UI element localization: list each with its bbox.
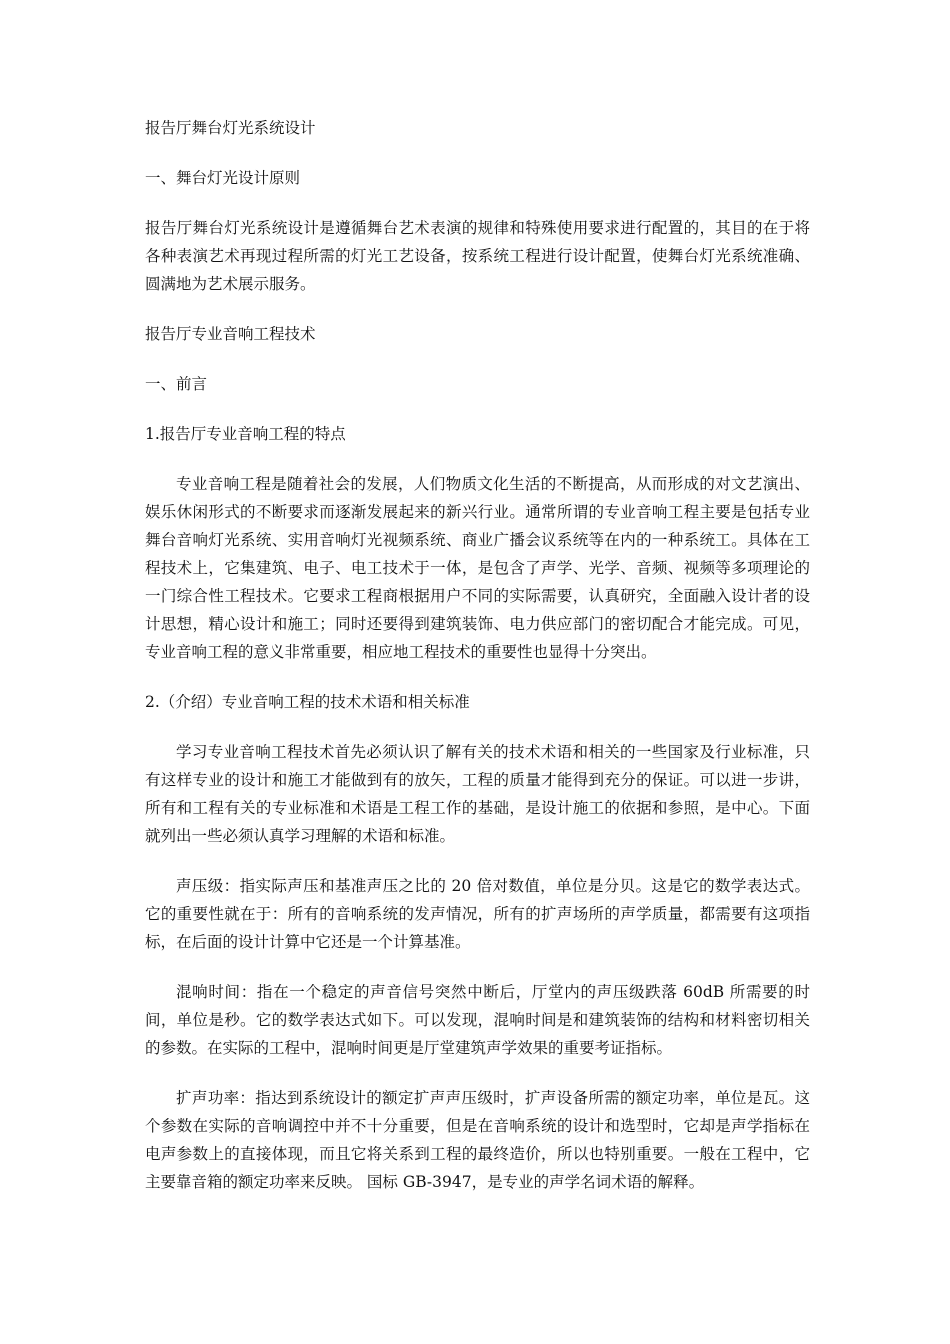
- paragraph-terms-intro: 学习专业音响工程技术首先必须认识了解有关的技术术语和相关的一些国家及行业标准，只有这样专业的设计和施工才能做到有的放矢，工程的质量才能得到充分的保证。可以进一步讲，所有和工程有关的专业标准和术语是工程工作的基础，是设计施工的依据和参照，是中心。下面就列出一些必须认真学习理解的术语和标准。: [145, 743, 810, 845]
- document-title: 报告厅舞台灯光系统设计: [145, 119, 316, 137]
- section-heading-lighting-principles: 一、舞台灯光设计原则: [145, 169, 301, 187]
- paragraph-term-amplification-power: 扩声功率：指达到系统设计的额定扩声声压级时，扩声设备所需的额定功率，单位是瓦。这个参数在实际的音响调控中并不十分重要，但是在音响系统的设计和选型时，它却是声学指标在电声参数上的直接体现，而且它将关系到工程的最终造价，所以也特别重要。一般在工程中，它主要靠音箱的额定功率来反映。 国标 GB-3947，是专业的声学名词术语的解释。: [145, 1089, 810, 1191]
- paragraph-features: 专业音响工程是随着社会的发展，人们物质文化生活的不断提高，从而形成的对文艺演出、娱乐休闲形式的不断要求而逐渐发展起来的新兴行业。通常所谓的专业音响工程主要是包括专业舞台音响灯光系统、实用音响灯光视频系统、商业广播会议系统等在内的一种系统工。具体在工程技术上，它集建筑、电子、电工技术于一体，是包含了声学、光学、音频、视频等多项理论的一门综合性工程技术。它要求工程商根据用户不同的实际需要，认真研究，全面融入设计者的设计思想，精心设计和施工；同时还要得到建筑装饰、电力供应部门的密切配合才能完成。可见，专业音响工程的意义非常重要，相应地工程技术的重要性也显得十分突出。: [145, 475, 810, 661]
- document-page: [145, 114, 810, 1218]
- subsection-heading-features: 1.报告厅专业音响工程的特点: [145, 425, 346, 443]
- section-heading-preface: 一、前言: [145, 375, 208, 393]
- document-subtitle-audio: 报告厅专业音响工程技术: [145, 325, 316, 343]
- subsection-heading-terms: 2.（介绍）专业音响工程的技术术语和相关标准: [145, 693, 470, 711]
- paragraph-lighting-principles: 报告厅舞台灯光系统设计是遵循舞台艺术表演的规律和特殊使用要求进行配置的，其目的在于将各种表演艺术再现过程所需的灯光工艺设备，按系统工程进行设计配置，使舞台灯光系统准确、圆满地为艺术展示服务。: [145, 219, 810, 293]
- paragraph-term-reverberation-time: 混响时间：指在一个稳定的声音信号突然中断后，厅堂内的声压级跌落 60dB 所需要的时间，单位是秒。它的数学表达式如下。可以发现，混响时间是和建筑装饰的结构和材料密切相关的参数。在实际的工程中，混响时间更是厅堂建筑声学效果的重要考证指标。: [145, 983, 810, 1057]
- paragraph-term-sound-pressure-level: 声压级：指实际声压和基准声压之比的 20 倍对数值，单位是分贝。这是它的数学表达式。它的重要性就在于：所有的音响系统的发声情况，所有的扩声场所的声学质量，都需要有这项指标，在后面的设计计算中它还是一个计算基准。: [145, 877, 810, 951]
